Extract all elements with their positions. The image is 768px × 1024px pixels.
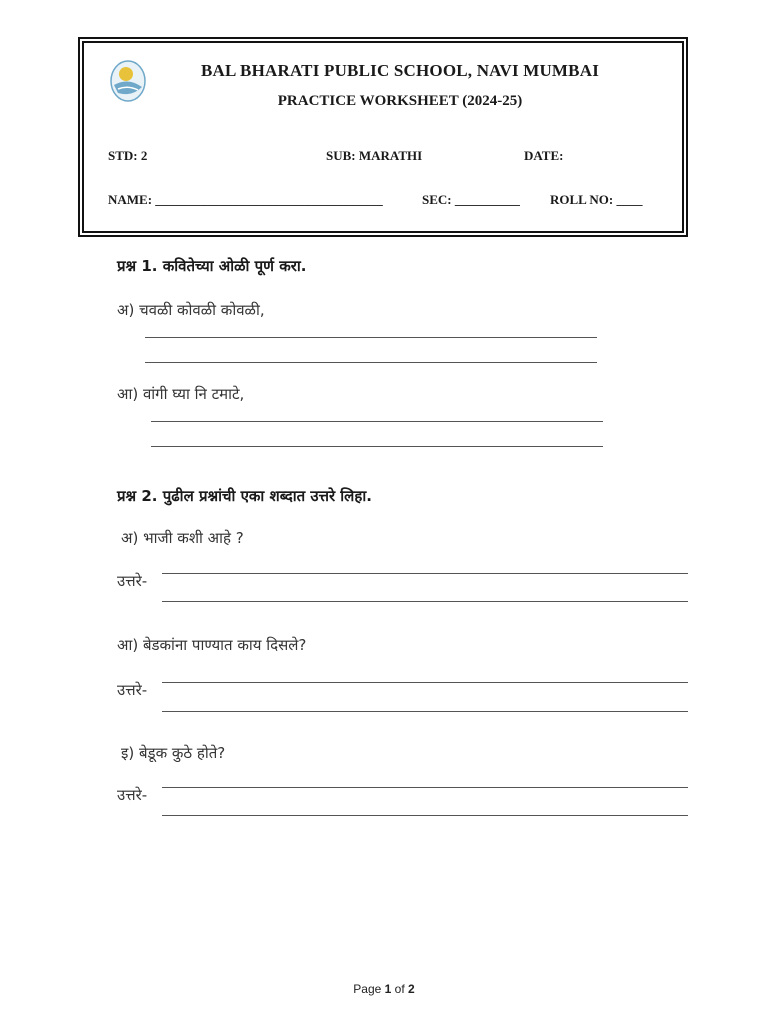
answer-line [145,362,597,363]
answer-line [162,815,688,816]
answer-label: उत्तरे- [117,572,148,590]
answer-line [162,573,688,574]
worksheet-title: PRACTICE WORKSHEET (2024-25) [277,93,523,109]
answer-label: उत्तरे- [117,681,148,699]
page-word: Page [353,982,382,996]
roll-no-field: ROLL NO: ____ [550,192,643,207]
date-field: DATE: [524,148,564,163]
page-footer [0,982,768,996]
page-total: 2 [408,982,415,996]
std-field: STD: 2 [108,148,148,163]
q2-item-a: अ) भाजी कशी आहे ? [121,529,244,547]
name-field: NAME: ___________________________________ [108,192,383,207]
q2-item-c: इ) बेडूक कुठे होते? [121,744,226,762]
header-box [78,37,688,237]
q1-item-b: आ) वांगी घ्या नि टमाटे, [117,385,245,403]
page-current: 1 [384,982,392,996]
q2-title: प्रश्न 2. पुढील प्रश्नांची एका शब्दात उत्तरे लिहा. [117,487,372,505]
answer-line [162,711,688,712]
school-name: BAL BHARATI PUBLIC SCHOOL, NAVI MUMBAI [200,61,600,80]
answer-label: उत्तरे- [117,786,148,804]
answer-line [162,787,688,788]
answer-line [162,601,688,602]
school-logo-icon [108,59,148,103]
of-word: of [394,982,405,996]
section-field: SEC: __________ [422,192,520,207]
answer-line [145,337,597,338]
q1-title: प्रश्न 1. कवितेच्या ओळी पूर्ण करा. [117,257,307,275]
answer-line [162,682,688,683]
answer-line [151,446,603,447]
q1-item-a: अ) चवळी कोवळी कोवळी, [117,301,265,319]
q2-item-b: आ) बेडकांना पाण्यात काय दिसले? [117,636,307,654]
answer-line [151,421,603,422]
subject-field: SUB: MARATHI [326,148,423,163]
